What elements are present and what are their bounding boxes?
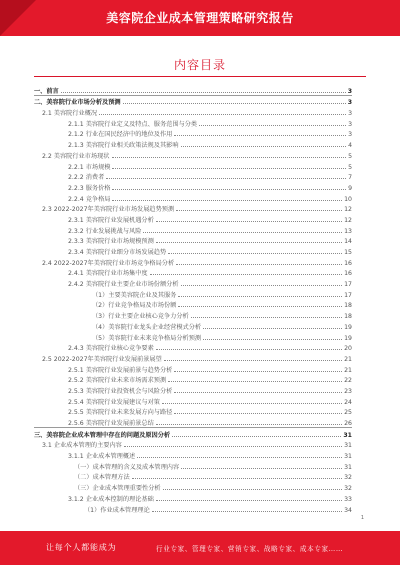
toc-entry-page: 3 xyxy=(347,87,352,95)
toc-entry[interactable] xyxy=(34,309,352,320)
toc-dot-leader xyxy=(181,285,343,286)
toc-entry-title: 2.3.2 行业发展挑战与风险 xyxy=(68,227,142,235)
toc-dot-leader xyxy=(132,478,342,479)
toc-dot-leader xyxy=(203,328,342,329)
toc-entry-title: 2.3.4 美容院行业细分市场发展趋势 xyxy=(68,249,167,256)
report-header xyxy=(0,0,400,36)
toc-entry-title: 2.5.3 美容院行业投资机会与风险分析 xyxy=(68,387,173,395)
toc-entry[interactable] xyxy=(34,224,352,235)
toc-entry-title: 2.5.4 美容院行业发展建议与对策 xyxy=(68,398,160,406)
toc-entry[interactable] xyxy=(34,181,352,192)
footer-slogan: 让每个人都能成为 xyxy=(46,543,117,552)
toc-dot-leader xyxy=(106,178,346,179)
toc-entry-title: （三）企业成本管理重要性分析 xyxy=(74,485,161,493)
toc-dot-leader xyxy=(178,306,342,307)
toc-entry-page: 32 xyxy=(344,474,352,482)
toc-entry-page: 33 xyxy=(344,495,352,503)
toc-title: 内容目录 xyxy=(173,58,226,72)
toc-entry-page: 16 xyxy=(344,259,352,267)
report-title: 美容院企业成本管理策略研究报告 xyxy=(106,11,294,25)
toc-entry[interactable] xyxy=(34,128,352,139)
toc-entry-page: 7 xyxy=(348,174,352,182)
toc-dot-leader xyxy=(156,221,342,222)
toc-entry-title: 2.5.2 美容院行业未来市场需求预测 xyxy=(68,377,167,385)
toc-entry-title: 2.5.6 美容院行业发展前景总结 xyxy=(68,420,154,427)
toc-entry[interactable] xyxy=(34,320,352,331)
toc-dot-leader xyxy=(156,242,342,243)
toc-entry-title: 2.5.1 美容院行业发展前景与趋势分析 xyxy=(68,366,173,374)
toc-dot-leader xyxy=(124,446,342,447)
toc-entry-page: 22 xyxy=(344,377,352,385)
toc-dot-leader xyxy=(156,349,342,350)
toc-entry[interactable] xyxy=(34,267,352,278)
toc-entry-title: （5）美容院行业未来竞争格局分析预测 xyxy=(92,334,202,342)
toc-entry-page: 3 xyxy=(348,110,352,118)
toc-entry[interactable] xyxy=(34,192,352,203)
toc-dot-leader xyxy=(143,232,342,233)
toc-entry[interactable] xyxy=(34,503,352,514)
toc-entry-page: 19 xyxy=(344,323,352,331)
toc-entry[interactable] xyxy=(34,395,352,406)
toc-entry-page: 4 xyxy=(348,142,352,150)
toc-entry-title: 2.1.2 行业在国民经济中的地位及作用 xyxy=(68,131,173,139)
toc-entry-title: 2.2.4 竞争格局 xyxy=(68,195,111,203)
toc-dot-leader xyxy=(150,274,343,275)
toc-entry[interactable] xyxy=(34,149,352,160)
toc-entry[interactable] xyxy=(34,95,352,107)
toc-entry-page: 17 xyxy=(344,281,352,289)
toc-entry-title: 2.2 美容院行业市场现状 xyxy=(42,152,110,160)
toc-entry[interactable] xyxy=(34,245,352,256)
toc-dot-leader xyxy=(174,135,346,136)
toc-entry-title: 2.3.1 美容院行业发展机遇分析 xyxy=(68,216,154,224)
table-of-contents xyxy=(34,84,352,514)
toc-entry[interactable] xyxy=(34,363,352,374)
toc-entry-title: 2.5 2022-2027年美容院行业发展前景展望 xyxy=(42,355,162,363)
toc-entry-page: 32 xyxy=(344,485,352,493)
toc-entry-title: 2.4.1 美容院行业市场集中度 xyxy=(68,270,148,278)
toc-dot-leader xyxy=(174,413,342,414)
toc-entry[interactable] xyxy=(34,117,352,128)
toc-entry[interactable] xyxy=(34,106,352,117)
toc-entry-page: 3 xyxy=(348,120,352,128)
toc-entry-title: 3.1 企业成本管理的主要内容 xyxy=(42,442,122,450)
toc-entry-title: 2.3 2022-2027年美容院行业市场发展趋势预测 xyxy=(42,206,175,214)
toc-entry-page: 13 xyxy=(344,227,352,235)
toc-entry[interactable] xyxy=(34,481,352,492)
toc-entry-page: 16 xyxy=(344,270,352,278)
toc-entry-title: 2.1.1 美容院行业定义及特点、服务范围与分类 xyxy=(68,120,198,128)
toc-entry[interactable] xyxy=(34,256,352,267)
toc-entry-title: 2.4 2022-2027年美容院行业市场竞争格局分析 xyxy=(42,259,175,267)
toc-entry-title: 3.1.1 企业成本管理概述 xyxy=(68,453,136,461)
toc-entry-title: （1）主要美容院企业及其服务 xyxy=(92,291,177,299)
toc-dot-leader xyxy=(112,200,342,201)
toc-dot-leader xyxy=(112,168,346,169)
toc-entry[interactable] xyxy=(34,171,352,182)
toc-entry-page: 19 xyxy=(344,334,352,342)
toc-dot-leader xyxy=(191,317,342,318)
toc-entry-page: 5 xyxy=(348,152,352,160)
toc-entry[interactable] xyxy=(34,342,352,353)
toc-entry[interactable] xyxy=(34,288,352,299)
toc-entry-page: 17 xyxy=(344,291,352,299)
toc-dot-leader xyxy=(156,424,342,425)
toc-dot-leader xyxy=(61,92,346,93)
toc-entry-title: （3）行业主要企业核心竞争力分析 xyxy=(92,313,189,321)
toc-dot-leader xyxy=(199,125,346,126)
toc-entry-page: 9 xyxy=(348,184,352,192)
toc-dot-leader xyxy=(123,103,346,104)
toc-entry-title: （2）行业竞争格局及市场份额 xyxy=(92,302,177,310)
toc-entry-page: 25 xyxy=(344,409,352,417)
toc-divider xyxy=(34,76,366,77)
toc-entry-page: 12 xyxy=(344,216,352,224)
toc-entry-page: 31 xyxy=(343,431,352,439)
toc-dot-leader xyxy=(168,253,342,254)
toc-entry-title: 2.4.3 美容院行业核心竞争要素 xyxy=(68,345,154,353)
toc-entry[interactable] xyxy=(34,439,352,450)
toc-dot-leader xyxy=(203,339,342,340)
toc-entry-page: 18 xyxy=(344,313,352,321)
toc-dot-leader xyxy=(176,210,342,211)
toc-entry-title: 2.2.1 市场规模 xyxy=(68,163,111,171)
toc-entry-page: 12 xyxy=(344,206,352,214)
toc-entry-title: 二、美容院行业市场分析及预测 xyxy=(34,99,121,107)
toc-entry-title: 2.5.5 美容院行业未来发展方向与路径 xyxy=(68,409,173,417)
toc-entry[interactable] xyxy=(34,138,352,149)
toc-entry[interactable] xyxy=(34,471,352,482)
toc-dot-leader xyxy=(176,264,342,265)
toc-dot-leader xyxy=(174,371,342,372)
toc-entry-title: （一）成本管理的含义及成本管理内容 xyxy=(74,463,180,471)
toc-entry[interactable] xyxy=(34,352,352,363)
toc-entry[interactable] xyxy=(34,449,352,460)
toc-dot-leader xyxy=(112,189,346,190)
toc-entry-page: 34 xyxy=(344,506,352,514)
toc-entry-title: 3.1.2 企业成本控制的理论基础 xyxy=(68,495,154,503)
toc-entry-page: 24 xyxy=(344,398,352,406)
toc-dot-leader xyxy=(162,403,342,404)
toc-entry-page: 21 xyxy=(344,366,352,374)
toc-dot-leader xyxy=(156,500,342,501)
toc-entry-page: 31 xyxy=(344,453,352,461)
toc-dot-leader xyxy=(112,157,347,158)
toc-dot-leader xyxy=(172,436,341,437)
toc-entry[interactable] xyxy=(34,492,352,503)
toc-dot-leader xyxy=(181,468,342,469)
toc-entry-title: 2.1 美容院行业概况 xyxy=(42,110,98,118)
page-marker: 1 xyxy=(360,515,364,521)
toc-entry-title: 三、美容院企业成本管理中存在的问题及原因分析 xyxy=(34,431,171,439)
toc-entry-page: 23 xyxy=(344,387,352,395)
toc-entry[interactable] xyxy=(34,406,352,417)
toc-entry[interactable] xyxy=(34,374,352,385)
toc-entry-page: 3 xyxy=(348,131,352,139)
toc-entry-title: 2.2.3 服务价格 xyxy=(68,184,111,192)
toc-entry[interactable] xyxy=(34,277,352,288)
toc-dot-leader xyxy=(168,381,342,382)
footer-tags: 行业专家、管理专家、营销专家、战略专家、成本专家…… xyxy=(156,545,344,553)
toc-dot-leader xyxy=(178,296,342,297)
toc-entry[interactable] xyxy=(34,160,352,171)
toc-dot-leader xyxy=(164,360,342,361)
toc-entry-title: 2.1.3 美容院行业相关政策法规及其影响 xyxy=(68,142,179,150)
toc-entry-title: 2.4.2 美容院行业主要企业市场份额分析 xyxy=(68,281,179,289)
toc-entry[interactable] xyxy=(34,460,352,471)
toc-dot-leader xyxy=(137,457,342,458)
toc-entry[interactable] xyxy=(34,203,352,214)
toc-dot-leader xyxy=(174,392,342,393)
toc-entry[interactable] xyxy=(34,299,352,310)
toc-entry-page: 5 xyxy=(348,163,352,171)
toc-entry-page: 20 xyxy=(344,345,352,353)
toc-entry-page: 18 xyxy=(344,302,352,310)
toc-entry-page: 31 xyxy=(344,463,352,471)
toc-entry[interactable] xyxy=(34,331,352,342)
toc-dot-leader xyxy=(99,114,346,115)
toc-entry-page: 3 xyxy=(347,99,352,107)
toc-entry[interactable] xyxy=(34,235,352,246)
toc-entry[interactable] xyxy=(34,84,352,95)
toc-dot-leader xyxy=(181,146,347,147)
toc-dot-leader xyxy=(152,511,342,512)
toc-entry-title: （1）作业成本管理理论 xyxy=(84,506,150,514)
toc-entry[interactable] xyxy=(34,213,352,224)
toc-entry[interactable] xyxy=(34,427,352,439)
toc-entry-title: 2.3.3 美容院行业市场规模预测 xyxy=(68,238,154,246)
toc-dot-leader xyxy=(163,489,343,490)
toc-entry-title: （4）美容院行业龙头企业经营模式分析 xyxy=(92,323,202,331)
toc-entry-page: 26 xyxy=(344,420,352,427)
toc-entry[interactable] xyxy=(34,416,352,427)
toc-entry-title: 2.2.2 消费者 xyxy=(68,174,105,182)
toc-entry-title: （二）成本管理方法 xyxy=(74,474,130,482)
toc-entry[interactable] xyxy=(34,384,352,395)
toc-entry-page: 14 xyxy=(344,238,352,246)
toc-entry-page: 10 xyxy=(344,195,352,203)
toc-entry-page: 15 xyxy=(344,249,352,256)
report-footer xyxy=(0,531,400,565)
toc-entry-title: 一、前言 xyxy=(34,87,59,95)
toc-entry-page: 21 xyxy=(344,355,352,363)
toc-entry-page: 31 xyxy=(344,442,352,450)
